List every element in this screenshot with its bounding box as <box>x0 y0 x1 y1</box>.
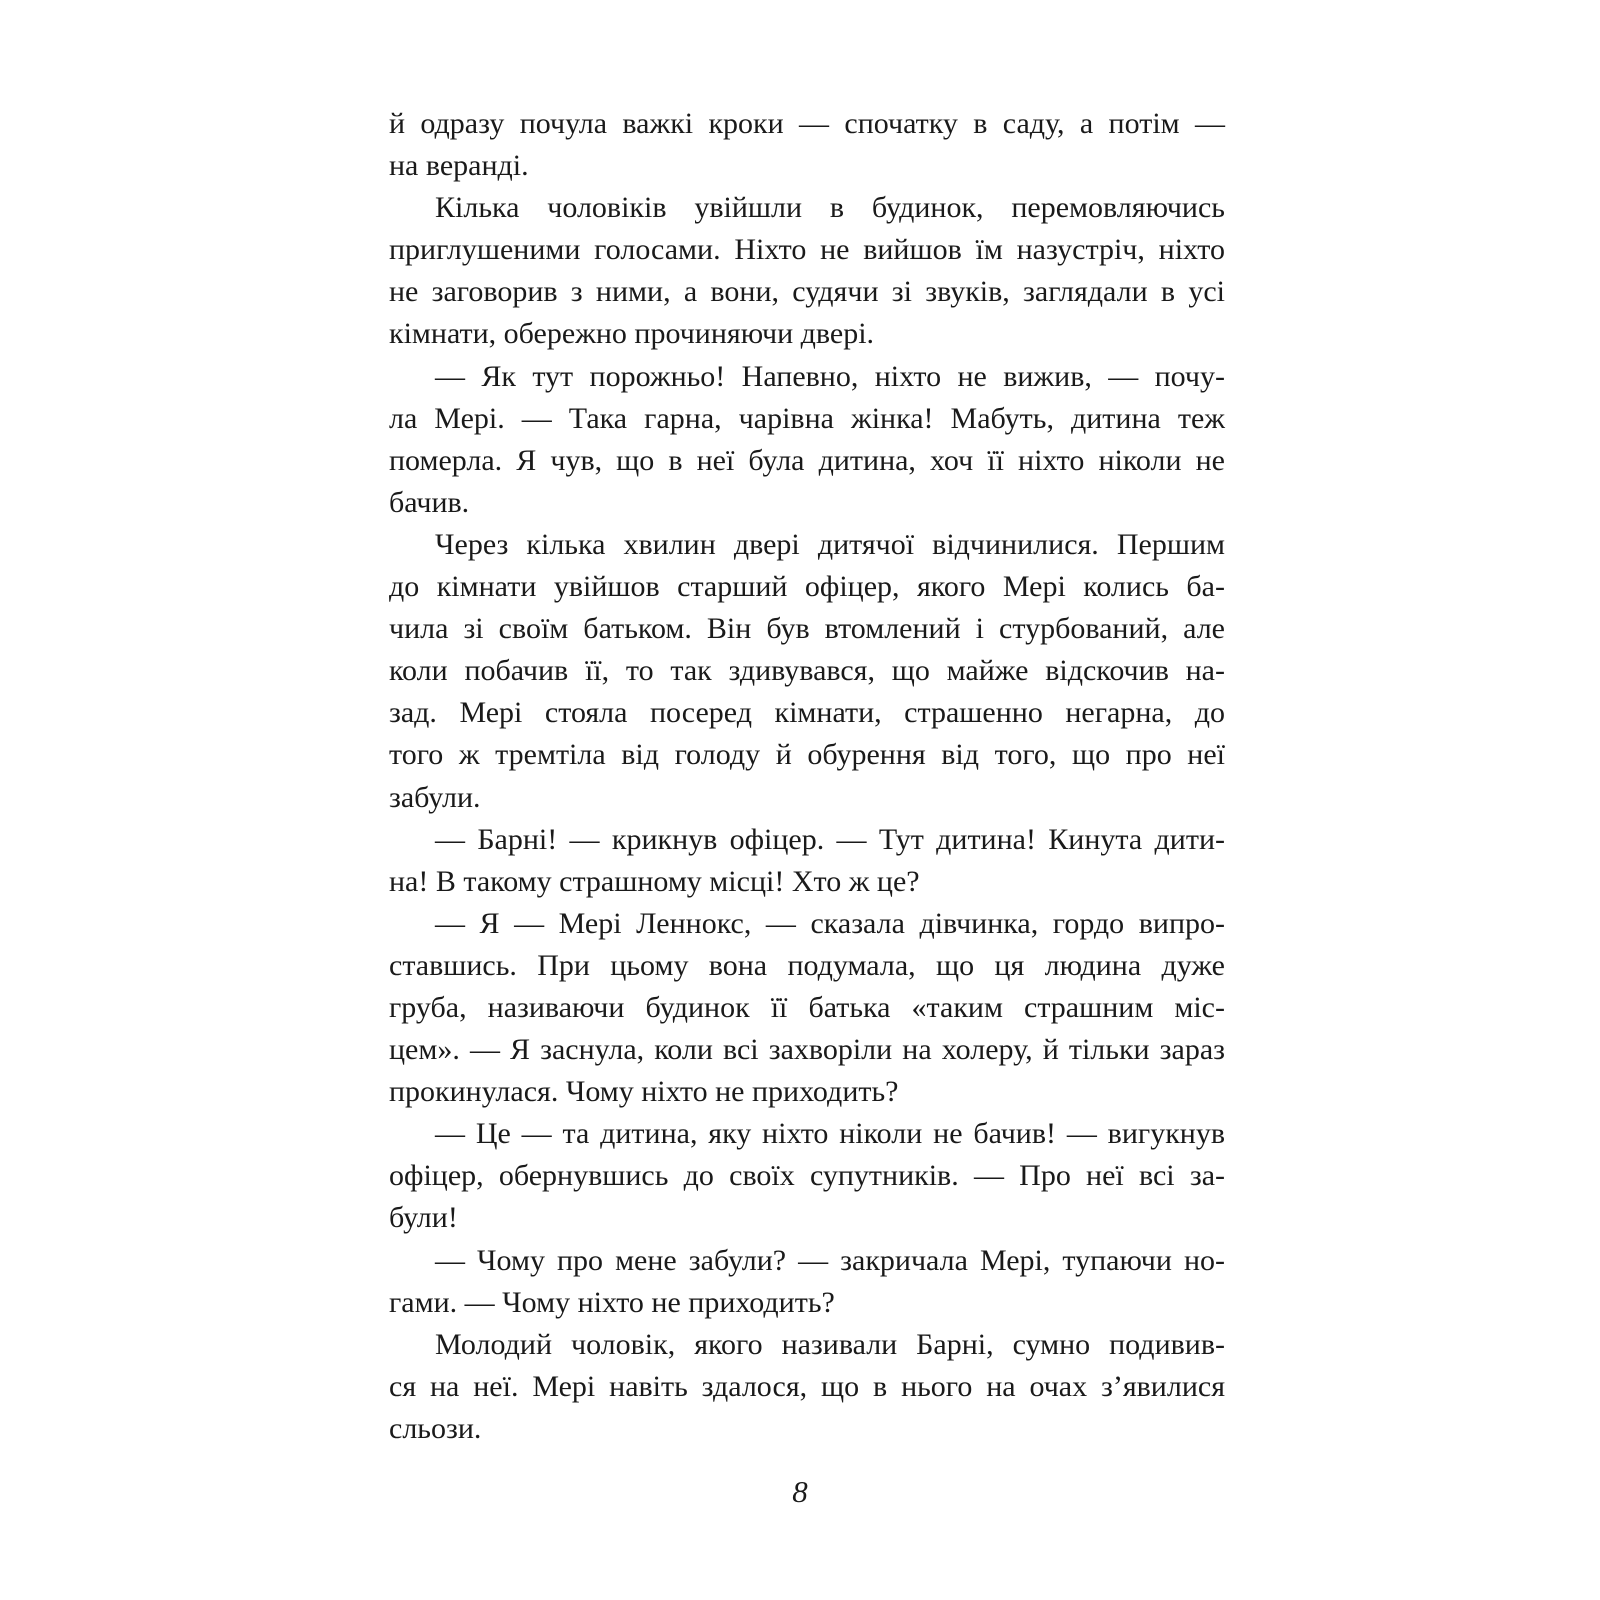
text-line: — Барні! — крикнув офіцер. — Тут дитина! Кинута дити- <box>435 822 1225 856</box>
text-line: Молодий чоловік, якого називали Барні, сумно подивив- <box>435 1327 1225 1361</box>
text-line: Через кілька хвилин двері дитячої відчинилися. Першим <box>435 527 1225 561</box>
text-line: на веранді. <box>389 149 529 183</box>
text-line: зад. Мері стояла посеред кімнати, страшенно негарна, до <box>389 696 1225 730</box>
text-line: сльози. <box>389 1411 482 1445</box>
text-line: офіцер, обернувшись до своїх супутників. — Про неї всі за- <box>389 1159 1225 1193</box>
text-line: ся на неї. Мері навіть здалося, що в нього на очах з’явилися <box>389 1369 1225 1403</box>
text-line: чила зі своїм батьком. Він був втомлений і стурбований, але <box>389 612 1225 646</box>
text-line: цем». — Я заснула, коли всі захворіли на холеру, й тільки зараз <box>389 1033 1225 1067</box>
text-line: коли побачив її, то так здивувався, що майже відскочив на- <box>389 654 1225 688</box>
text-line: приглушеними голосами. Ніхто не вийшов їм назустріч, ніхто <box>389 233 1225 267</box>
text-line: гами. — Чому ніхто не приходить? <box>389 1285 835 1319</box>
text-line: — Чому про мене забули? — закричала Мері, тупаючи но- <box>435 1243 1225 1277</box>
text-line: того ж тремтіла від голоду й обурення від того, що про неї <box>389 738 1225 772</box>
text-line: ставшись. При цьому вона подумала, що ця людина дуже <box>389 948 1225 982</box>
text-line: на! В такому страшному місці! Хто ж це? <box>389 864 920 898</box>
text-line: — Це — та дитина, яку ніхто ніколи не бачив! — вигукнув <box>435 1117 1225 1151</box>
text-line: були! <box>389 1201 458 1235</box>
page-number: 8 <box>792 1474 808 1509</box>
text-line: кімнати, обережно прочиняючи двері. <box>389 317 875 351</box>
text-line: не заговорив з ними, а вони, судячи зі звуків, заглядали в усі <box>389 275 1225 309</box>
book-page-text <box>389 103 1225 1450</box>
text-line: Кілька чоловіків увійшли в будинок, перемовляючись <box>435 191 1225 225</box>
text-line: до кімнати увійшов старший офіцер, якого Мері колись ба- <box>389 570 1225 604</box>
text-line: прокинулася. Чому ніхто не приходить? <box>389 1075 899 1109</box>
text-line: — Як тут порожньо! Напевно, ніхто не вижив, — почу- <box>435 359 1225 393</box>
text-line: ла Мері. — Така гарна, чарівна жінка! Мабуть, дитина теж <box>389 401 1225 435</box>
text-line: забули. <box>389 780 481 814</box>
text-line: й одразу почула важкі кроки — спочатку в саду, а потім — <box>389 107 1225 140</box>
text-line: бачив. <box>389 485 470 519</box>
text-line: груба, називаючи будинок її батька «таким страшним міс- <box>389 990 1225 1024</box>
text-line: — Я — Мері Леннокс, — сказала дівчинка, гордо випро- <box>435 906 1225 940</box>
text-line: померла. Я чув, що в неї була дитина, хоч її ніхто ніколи не <box>389 443 1225 477</box>
